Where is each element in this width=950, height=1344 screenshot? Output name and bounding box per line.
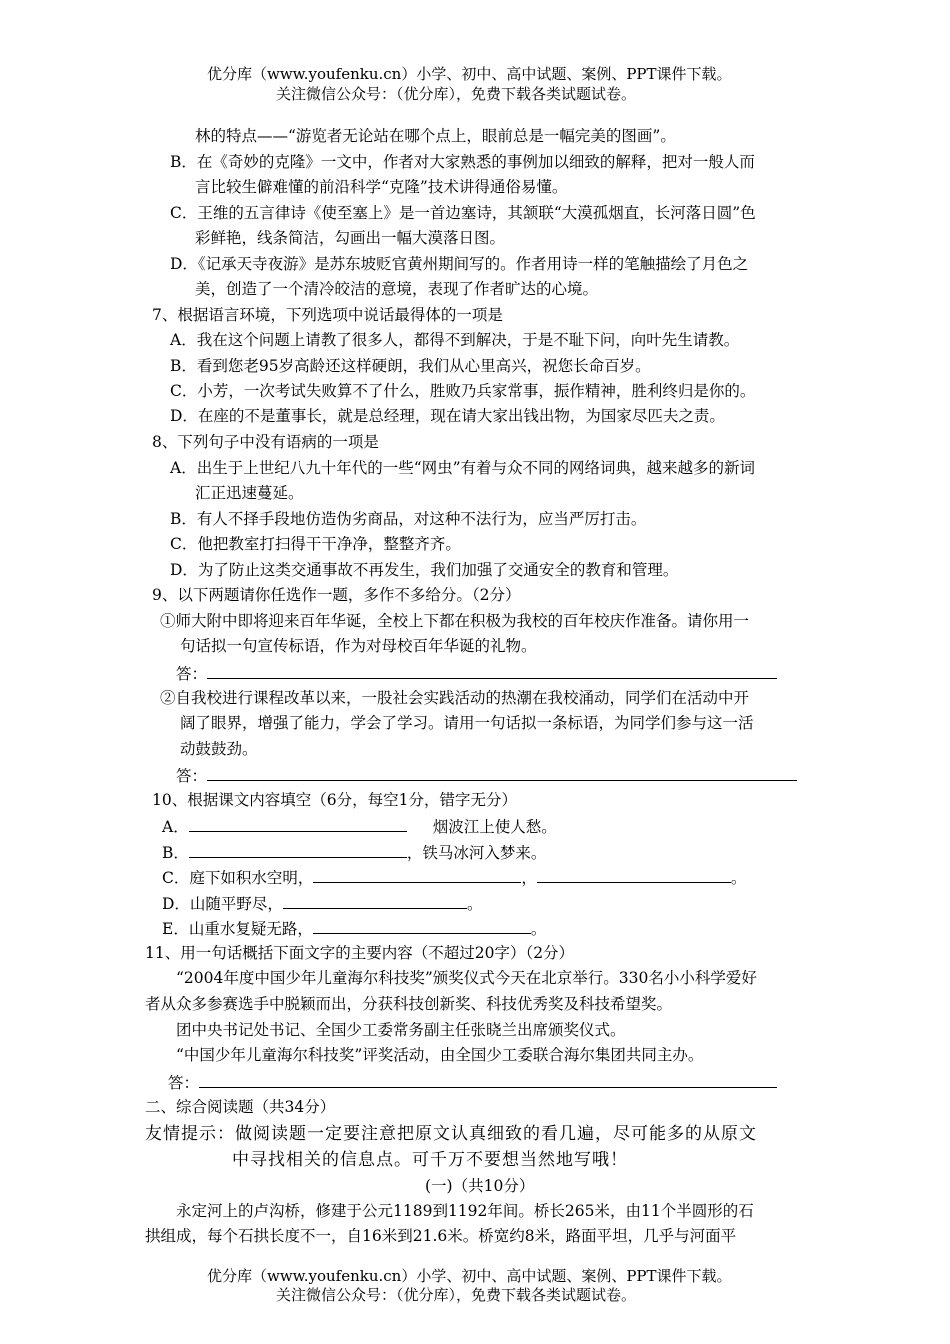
q10-item-c [162,866,746,888]
q6-option-c-line1: C．王维的五言律诗《使至塞上》是一首边塞诗，其颔联“大漠孤烟直，长河落日圆”色 [170,204,756,222]
q7-option-a: A．我在这个问题上请教了很多人，都得不到解决，于是不耻下问，向叶先生请教。 [170,331,740,349]
header-line-1: 优分库（www.youfenku.cn）小学、初中、高中试题、案例、PPT课件下载。 [207,65,732,83]
q10-stem: 10、根据课文内容填空（6分，每空1分，错字无分） [152,791,517,809]
q10-d-label: D．山随平野尽， [162,895,283,913]
q8-option-a-line2: 汇正迅速蔓延。 [195,484,304,502]
q10-b-label: B． [162,844,189,862]
header-line-2: 关注微信公众号：（优分库），免费下载各类试题试卷。 [276,85,637,103]
q10-d-end: 。 [466,895,483,913]
q8-stem: 8、下列句子中没有语病的一项是 [152,433,379,451]
q6-option-b-line2: 言比较生僻难懂的前沿科学“克隆”技术讲得通俗易懂。 [195,178,568,196]
section2-title: 二、综合阅读题（共34分） [145,1098,336,1116]
q9-answer-label-1: 答： [176,665,208,683]
q7-stem: 7、根据语言环境，下列选项中说话最得体的一项是 [152,306,503,324]
q10-c-blank-1[interactable] [313,866,521,883]
q9-answer-blank-1[interactable] [207,662,777,679]
q9-prompt2-line2: 阔了眼界，增强了能力，学会了学习。请用一句话拟一条标语，为同学们参与这一活 [180,714,754,732]
q9-answer-blank-2[interactable] [207,764,797,781]
q10-c-blank-2[interactable] [537,866,731,883]
q6-option-c-line2: 彩鲜艳，线条简洁，勾画出一幅大漠落日图。 [195,229,506,247]
section2-passage-line2: 拱组成，每个石拱长度不一，自16米到21.6米。桥宽约8米，路面平坦，几乎与河面平 [145,1227,737,1245]
q6-option-d-line1: D．《记承天寺夜游》是苏东坡贬官黄州期间写的。作者用诗一样的笔触描绘了月色之 [170,255,749,273]
q10-a-blank[interactable] [189,815,407,832]
q10-e-end: 。 [530,920,547,938]
q9-prompt2-line3: 动鼓鼓劲。 [180,740,258,758]
section2-passage-line1: 永定河上的卢沟桥，修建于公元1189到1192年间。桥长265米，由11个半圆形的石 [176,1202,754,1220]
q10-a-tail: 烟波江上使人愁。 [432,818,557,836]
q8-option-b: B．有人不择手段地仿造伪劣商品，对这种不法行为，应当严厉打击。 [170,510,647,528]
footer-line-1: 优分库（www.youfenku.cn）小学、初中、高中试题、案例、PPT课件下载。 [207,1267,732,1285]
q6-option-b-line1: B．在《奇妙的克隆》一文中，作者对大家熟悉的事例加以细致的解释，把对一般人而 [170,153,755,171]
q9-answer-row-1 [176,662,777,684]
q11-answer-blank[interactable] [199,1071,777,1088]
q9-prompt1-line1: ①师大附中即将迎来百年华诞，全校上下都在积极为我校的百年校庆作准备。请你用一 [160,612,750,630]
q7-option-c: C．小芳，一次考试失败算不了什么，胜败乃兵家常事，振作精神，胜利终归是你的。 [170,382,756,400]
q11-passage-p1-line1: “2004年度中国少年儿童海尔科技奖”颁奖仪式今天在北京举行。330名小小科学爱好 [176,969,757,987]
q7-option-d: D．在座的不是董事长，就是总经理，现在请大家出钱出物，为国家尽匹夫之责。 [170,407,725,425]
q10-c-label: C．庭下如积水空明， [162,869,314,887]
section2-tip-line2: 中寻找相关的信息点。可千万不要想当然地写哦！ [232,1150,628,1170]
q10-b-tail: ，铁马冰河入梦来。 [406,844,547,862]
q10-c-mid: ， [521,869,537,887]
q8-option-a-line1: A．出生于上世纪八九十年代的一些“网虫”有着与众不同的网络词典，越来越多的新词 [170,459,756,477]
q9-stem: 9、以下两题请你任选作一题，多作不多给分。（2分） [152,586,521,604]
q11-answer-row [168,1071,777,1093]
q9-answer-row-2 [176,764,797,786]
q11-stem: 11、用一句话概括下面文字的主要内容（不超过20字）（2分） [145,944,575,962]
q9-prompt1-line2: 句话拟一句宣传标语，作为对母校百年华诞的礼物。 [180,637,537,655]
q10-d-blank[interactable] [283,892,467,909]
q10-a-label: A． [162,818,189,836]
q6-option-a-tail: 林的特点——“游览者无论站在哪个点上，眼前总是一幅完美的图画”。 [195,127,676,145]
q10-item-b [162,841,546,863]
section2-tip-line1: 友情提示：做阅读题一定要注意把原文认真细致的看几遍，尽可能多的从原文 [145,1124,757,1144]
footer-line-2: 关注微信公众号：（优分库），免费下载各类试题试卷。 [276,1286,637,1304]
q9-prompt2-line1: ②自我校进行课程改革以来，一股社会实践活动的热潮在我校涌动，同学们在活动中开 [160,689,750,707]
q10-item-d [162,892,482,914]
q11-passage-p1-line2: 者从众多参赛选手中脱颖而出，分获科技创新奖、科技优秀奖及科技希望奖。 [145,995,673,1013]
q10-item-e [162,917,546,939]
q11-answer-label: 答： [168,1074,200,1092]
q8-option-d: D．为了防止这类交通事故不再发生，我们加强了交通安全的教育和管理。 [170,561,679,579]
q7-option-b: B．看到您老95岁高龄还这样硬朗，我们从心里高兴，祝您长命百岁。 [170,357,651,375]
q10-c-end: 。 [730,869,747,887]
q11-passage-p2: 团中央书记处书记、全国少工委常务副主任张晓兰出席颁奖仪式。 [176,1021,626,1039]
q6-option-d-line2: 美，创造了一个清冷皎洁的意境，表现了作者旷达的心境。 [195,280,599,298]
q9-answer-label-2: 答： [176,767,208,785]
q11-passage-p3: “中国少年儿童海尔科技奖”评奖活动，由全国少工委联合海尔集团共同主办。 [176,1046,704,1064]
section2-subsection-title: (一)（共10分） [425,1177,535,1195]
q8-option-c: C．他把教室打扫得干干净净，整整齐齐。 [170,535,461,553]
q10-item-a [162,815,557,837]
q10-e-blank[interactable] [313,917,531,934]
q10-e-label: E．山重水复疑无路， [162,920,313,938]
q10-b-blank[interactable] [189,841,407,858]
